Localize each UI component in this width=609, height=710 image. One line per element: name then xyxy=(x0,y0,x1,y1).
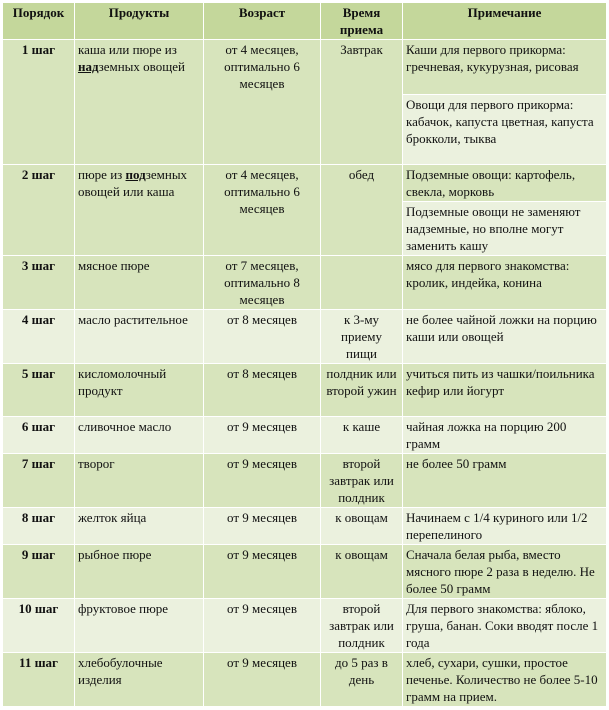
product-cell: творог xyxy=(75,454,204,508)
table-row xyxy=(3,454,607,508)
note-cell-secondary: Подземные овощи не заменяют надземные, но вполне могут заменить кашу xyxy=(403,202,607,256)
time-cell: к овощам xyxy=(321,508,403,545)
table-row xyxy=(3,165,607,202)
header-products: Продукты xyxy=(75,3,204,40)
product-cell xyxy=(75,40,204,165)
time-cell: к 3-му приему пищи xyxy=(321,310,403,364)
age-cell: от 8 месяцев xyxy=(204,364,321,417)
step-cell: 8 шаг xyxy=(3,508,75,545)
table-row xyxy=(3,310,607,364)
note-cell: не более чайной ложки на порцию каши или овощей xyxy=(403,310,607,364)
table-row xyxy=(3,40,607,95)
note-cell: чайная ложка на порцию 200 грамм xyxy=(403,417,607,454)
note-cell: не более 50 грамм xyxy=(403,454,607,508)
header-note: Примечание xyxy=(403,3,607,40)
product-cell: желток яйца xyxy=(75,508,204,545)
time-cell: полдник или второй ужин xyxy=(321,364,403,417)
time-cell: Завтрак xyxy=(321,40,403,165)
age-cell: от 9 месяцев xyxy=(204,508,321,545)
note-cell: Каши для первого прикорма: гречневая, кукурузная, рисовая xyxy=(403,40,607,95)
table-row xyxy=(3,653,607,707)
age-cell: от 9 месяцев xyxy=(204,653,321,707)
product-text-pre: каша или пюре из xyxy=(78,42,177,57)
time-cell: к овощам xyxy=(321,545,403,599)
step-cell: 7 шаг xyxy=(3,454,75,508)
note-cell: мясо для первого знакомства: кролик, индейка, конина xyxy=(403,256,607,310)
product-text-emphasis: над xyxy=(78,59,99,74)
step-cell: 6 шаг xyxy=(3,417,75,454)
table-row xyxy=(3,364,607,417)
header-order: Порядок xyxy=(3,3,75,40)
product-text-post: земных овощей или каша xyxy=(78,167,188,199)
note-cell: Сначала белая рыба, вместо мясного пюре 2 раза в неделю. Не более 50 грамм xyxy=(403,545,607,599)
step-cell: 2 шаг xyxy=(3,165,75,256)
step-cell: 10 шаг xyxy=(3,599,75,653)
note-cell: Подземные овощи: картофель, свекла, морковь xyxy=(403,165,607,202)
table-row xyxy=(3,256,607,310)
age-cell: от 9 месяцев xyxy=(204,454,321,508)
step-cell: 4 шаг xyxy=(3,310,75,364)
product-cell: мясное пюре xyxy=(75,256,204,310)
step-cell: 1 шаг xyxy=(3,40,75,165)
step-cell: 3 шаг xyxy=(3,256,75,310)
note-cell: Начинаем с 1/4 куриного или 1/2 перепелиного xyxy=(403,508,607,545)
age-cell: от 4 месяцев, оптимально 6 месяцев xyxy=(204,165,321,256)
step-cell: 5 шаг xyxy=(3,364,75,417)
step-cell: 11 шаг xyxy=(3,653,75,707)
time-cell xyxy=(321,256,403,310)
step-cell: 9 шаг xyxy=(3,545,75,599)
table-row xyxy=(3,545,607,599)
product-cell: фруктовое пюре xyxy=(75,599,204,653)
product-cell xyxy=(75,165,204,256)
time-cell: второй завтрак или полдник xyxy=(321,454,403,508)
note-cell: хлеб, сухари, сушки, простое печенье. Количество не более 5-10 грамм на прием. xyxy=(403,653,607,707)
time-cell: второй завтрак или полдник xyxy=(321,599,403,653)
header-time: Время приема xyxy=(321,3,403,40)
age-cell: от 8 месяцев xyxy=(204,310,321,364)
time-cell: обед xyxy=(321,165,403,256)
product-cell: масло растительное xyxy=(75,310,204,364)
age-cell: от 9 месяцев xyxy=(204,417,321,454)
note-cell: учиться пить из чашки/поильника кефир или йогурт xyxy=(403,364,607,417)
time-cell: к каше xyxy=(321,417,403,454)
age-cell: от 4 месяцев, оптимально 6 месяцев xyxy=(204,40,321,165)
table-row xyxy=(3,599,607,653)
product-cell: рыбное пюре xyxy=(75,545,204,599)
table-row xyxy=(3,508,607,545)
header-age: Возраст xyxy=(204,3,321,40)
age-cell: от 9 месяцев xyxy=(204,545,321,599)
product-cell: сливочное масло xyxy=(75,417,204,454)
age-cell: от 7 месяцев, оптимально 8 месяцев xyxy=(204,256,321,310)
time-cell: до 5 раз в день xyxy=(321,653,403,707)
product-text-pre: пюре из xyxy=(78,167,126,182)
product-cell: кисломолочный продукт xyxy=(75,364,204,417)
header-row xyxy=(3,3,607,40)
feeding-table xyxy=(2,2,607,707)
product-text-emphasis: под xyxy=(125,167,146,182)
note-cell: Для первого знакомства: яблоко, груша, банан. Соки вводят после 1 года xyxy=(403,599,607,653)
product-text-post: земных овощей xyxy=(98,59,185,74)
product-cell: хлебобулочные изделия xyxy=(75,653,204,707)
note-cell-secondary: Овощи для первого прикорма: кабачок, капуста цветная, капуста брокколи, тыква xyxy=(403,95,607,165)
age-cell: от 9 месяцев xyxy=(204,599,321,653)
table-row xyxy=(3,417,607,454)
